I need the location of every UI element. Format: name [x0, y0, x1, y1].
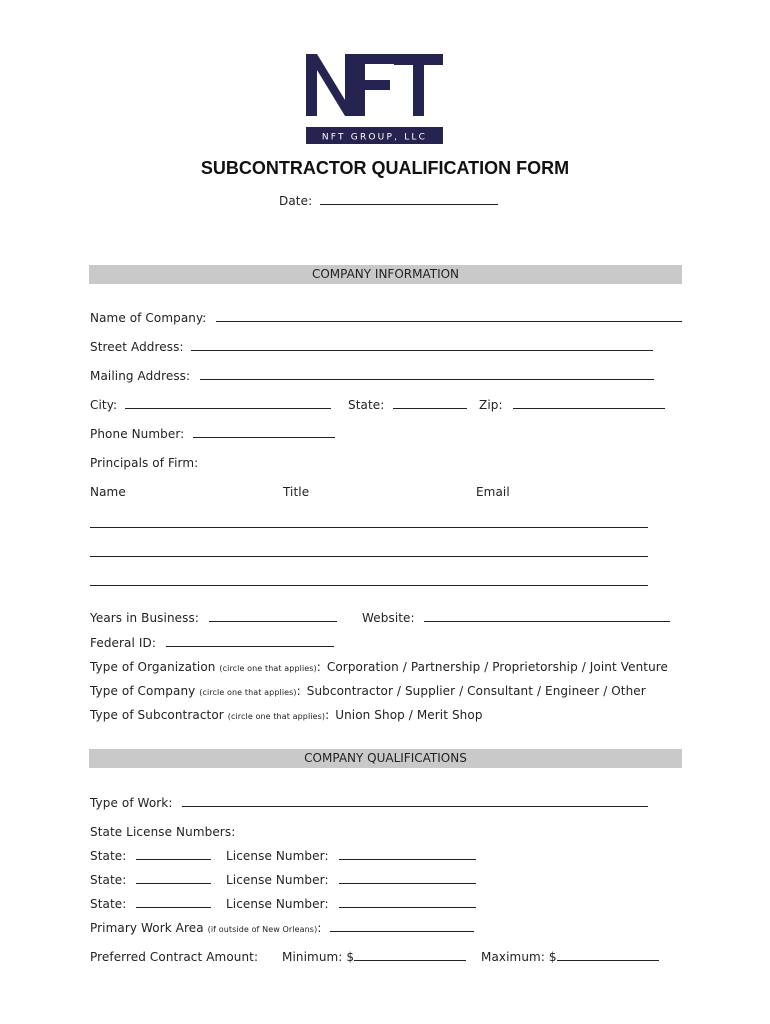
note-primary-work-area: (if outside of New Orleans) — [207, 925, 318, 934]
label-state: State: — [348, 398, 385, 412]
label-mailing-address: Mailing Address: — [90, 369, 191, 383]
field-state[interactable] — [393, 397, 467, 409]
label-website: Website: — [362, 611, 415, 625]
field-type-of-work[interactable] — [182, 795, 648, 807]
row-license-state-1 — [90, 848, 211, 864]
row-mailing-address — [90, 368, 654, 384]
row-website — [362, 610, 670, 626]
options-company-type[interactable]: Subcontractor / Supplier / Consultant / Engineer / Other — [306, 684, 646, 698]
note-sub-type: (circle one that applies) — [227, 712, 326, 721]
label-org-type: Type of Organization — [90, 660, 216, 674]
field-license-state-3[interactable] — [136, 896, 211, 908]
col-name: Name — [90, 485, 126, 499]
row-minimum — [282, 949, 466, 965]
label-preferred-contract: Preferred Contract Amount: — [90, 950, 259, 964]
label-maximum: Maximum: $ — [481, 950, 557, 964]
label-type-of-work: Type of Work: — [90, 796, 173, 810]
col-title: Title — [283, 485, 310, 499]
date-row — [279, 193, 498, 209]
row-license-state-3 — [90, 896, 211, 912]
field-license-state-1[interactable] — [136, 848, 211, 860]
principal-line-3[interactable] — [90, 574, 648, 586]
label-years: Years in Business: — [90, 611, 199, 625]
date-field[interactable] — [320, 193, 498, 205]
row-org-type: Type of Organization (circle one that applies): Corporation / Partnership / Proprietorship / Joint Venture — [90, 660, 669, 674]
label-minimum: Minimum: $ — [282, 950, 355, 964]
label-phone: Phone Number: — [90, 427, 185, 441]
label-sub-type: Type of Subcontractor — [90, 708, 224, 722]
field-maximum[interactable] — [557, 949, 659, 961]
row-city — [90, 397, 331, 413]
row-years — [90, 610, 337, 626]
logo-tagline: NFT GROUP, LLC — [321, 132, 428, 143]
row-street-address — [90, 339, 653, 355]
label-city: City: — [90, 398, 118, 412]
field-minimum[interactable] — [354, 949, 466, 961]
date-label: Date: — [279, 194, 313, 208]
label-state-license-numbers: State License Numbers: — [90, 825, 236, 839]
label-company-type: Type of Company — [90, 684, 196, 698]
row-name-of-company — [90, 310, 682, 326]
section-company-information: COMPANY INFORMATION — [89, 265, 682, 284]
nft-logo — [306, 54, 443, 144]
row-zip — [479, 397, 665, 413]
field-street-address[interactable] — [191, 339, 653, 351]
label-street-address: Street Address: — [90, 340, 184, 354]
row-license-number-3 — [226, 896, 476, 912]
field-license-number-3[interactable] — [339, 896, 476, 908]
label-license-state: State: — [90, 873, 127, 887]
field-license-state-2[interactable] — [136, 872, 211, 884]
label-zip: Zip: — [479, 398, 503, 412]
field-license-number-2[interactable] — [339, 872, 476, 884]
logo-letter-t — [394, 54, 443, 116]
col-email: Email — [476, 485, 510, 499]
field-phone[interactable] — [193, 426, 335, 438]
field-years[interactable] — [209, 610, 337, 622]
row-federal-id — [90, 635, 334, 651]
logo-letter-f — [354, 54, 396, 116]
row-phone — [90, 426, 335, 442]
row-type-of-work — [90, 795, 648, 811]
row-maximum — [481, 949, 659, 965]
row-license-state-2 — [90, 872, 211, 888]
field-primary-work-area[interactable] — [330, 920, 474, 932]
row-primary-work-area: Primary Work Area (if outside of New Orleans): — [90, 920, 474, 938]
field-website[interactable] — [424, 610, 670, 622]
row-state — [348, 397, 467, 413]
row-license-number-1 — [226, 848, 476, 864]
options-org-type[interactable]: Corporation / Partnership / Proprietorship / Joint Venture — [326, 660, 669, 674]
section-company-qualifications: COMPANY QUALIFICATIONS — [89, 749, 682, 768]
form-title: SUBCONTRACTOR QUALIFICATION FORM — [200, 158, 570, 178]
note-company-type: (circle one that applies) — [199, 688, 297, 697]
field-mailing-address[interactable] — [200, 368, 654, 380]
label-license-state: State: — [90, 849, 127, 863]
note-org-type: (circle one that applies) — [219, 664, 317, 673]
field-name-of-company[interactable] — [216, 310, 682, 322]
field-city[interactable] — [125, 397, 331, 409]
field-zip[interactable] — [513, 397, 665, 409]
field-license-number-1[interactable] — [339, 848, 476, 860]
label-name-of-company: Name of Company: — [90, 311, 207, 325]
label-license-number: License Number: — [226, 897, 329, 911]
row-company-type: Type of Company (circle one that applies): Subcontractor / Supplier / Consultant / Engineer / Other — [90, 684, 646, 698]
label-principals: Principals of Firm: — [90, 456, 199, 470]
principal-line-2[interactable] — [90, 545, 648, 557]
row-sub-type: Type of Subcontractor (circle one that applies): Union Shop / Merit Shop — [90, 708, 483, 722]
options-sub-type[interactable]: Union Shop / Merit Shop — [335, 708, 483, 722]
label-license-number: License Number: — [226, 873, 329, 887]
principal-line-1[interactable] — [90, 516, 648, 528]
row-license-number-2 — [226, 872, 476, 888]
label-federal-id: Federal ID: — [90, 636, 156, 650]
label-license-state: State: — [90, 897, 127, 911]
label-primary-work-area: Primary Work Area — [90, 921, 204, 935]
label-license-number: License Number: — [226, 849, 329, 863]
field-federal-id[interactable] — [166, 635, 334, 647]
logo-letter-n — [306, 54, 356, 116]
